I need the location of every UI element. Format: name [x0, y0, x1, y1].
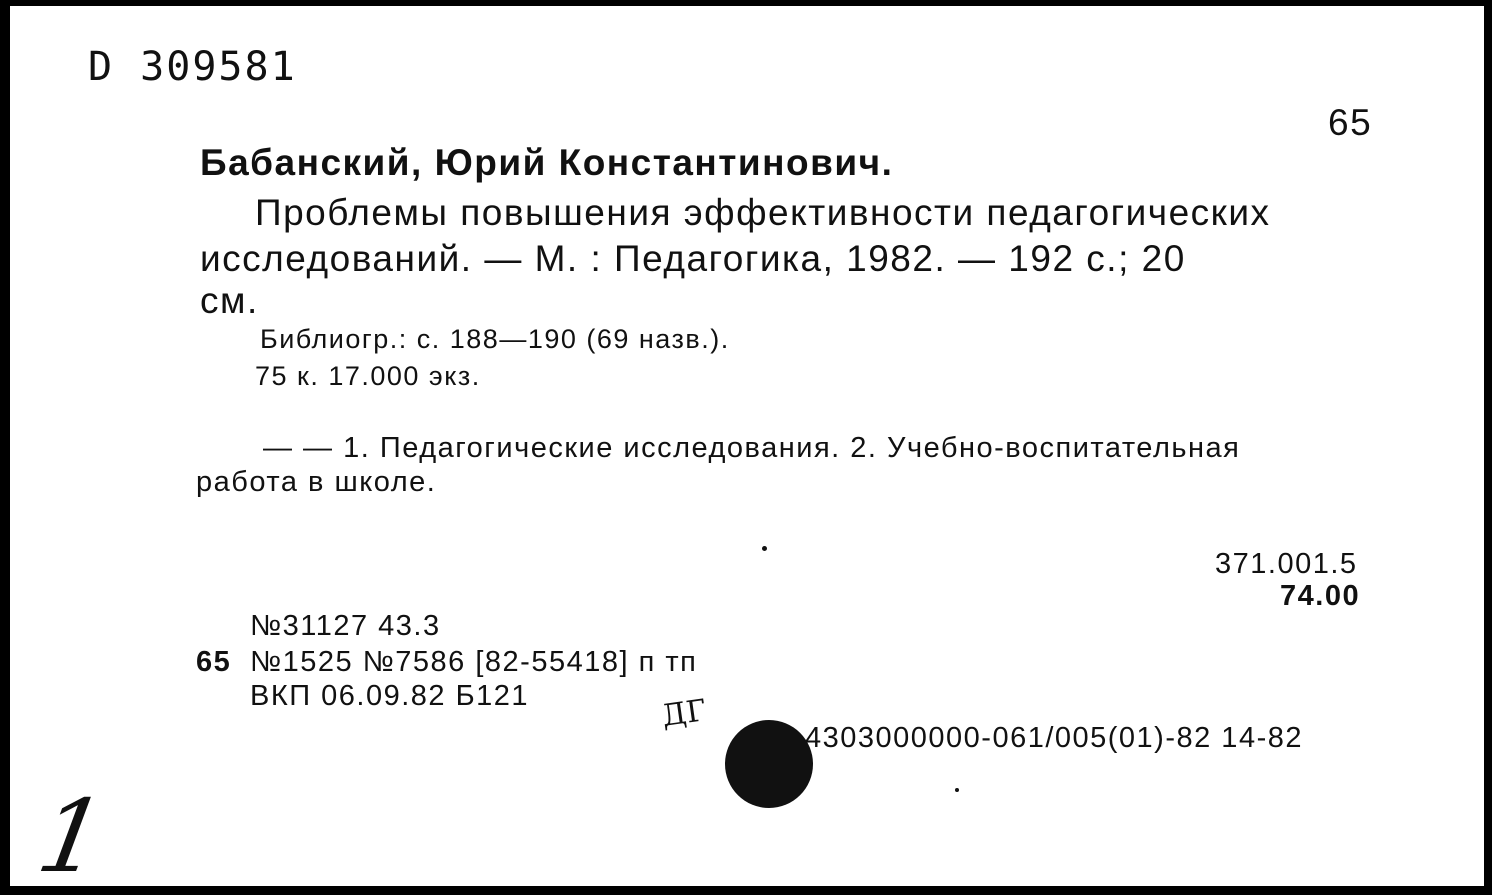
handwritten-scribble: ДГ [659, 693, 709, 734]
udc-code: 371.001.5 [1215, 548, 1358, 580]
bibliography-note: Библиогр.: с. 188—190 (69 назв.). [260, 324, 730, 354]
subjects-line-1: — — 1. Педагогические исследования. 2. Учебно-воспитательная [263, 432, 1241, 464]
registration-line-1: №31127 43.3 [250, 610, 441, 642]
subjects-line-2: работа в школе. [196, 466, 437, 498]
title-line-2: исследований. — М. : Педагогика, 1982. — 192 с.; 20 [200, 238, 1186, 279]
title-line-3: см. [200, 280, 259, 321]
registration-prefix: 65 [196, 646, 232, 678]
bbk-code: 74.00 [1280, 580, 1361, 612]
catalog-card [10, 6, 1484, 895]
handwritten-mark: 1 [29, 778, 114, 895]
punch-hole [725, 720, 813, 808]
speck-mark [762, 546, 767, 551]
registration-line-3: ВКП 06.09.82 Б121 [250, 680, 529, 712]
registration-line-2: №1525 №7586 [82-55418] п тп [250, 646, 698, 678]
title-line-1: Проблемы повышения эффективности педагогических [255, 192, 1271, 233]
speck-mark [955, 788, 959, 792]
catalog-number: D 309581 [88, 44, 297, 90]
price-and-copies: 75 к. 17.000 экз. [255, 361, 481, 391]
author-heading: Бабанский, Юрий Константинович. [200, 142, 894, 183]
index-code: 4303000000-061/005(01)-82 14-82 [805, 722, 1303, 754]
corner-code: 65 [1328, 102, 1373, 143]
